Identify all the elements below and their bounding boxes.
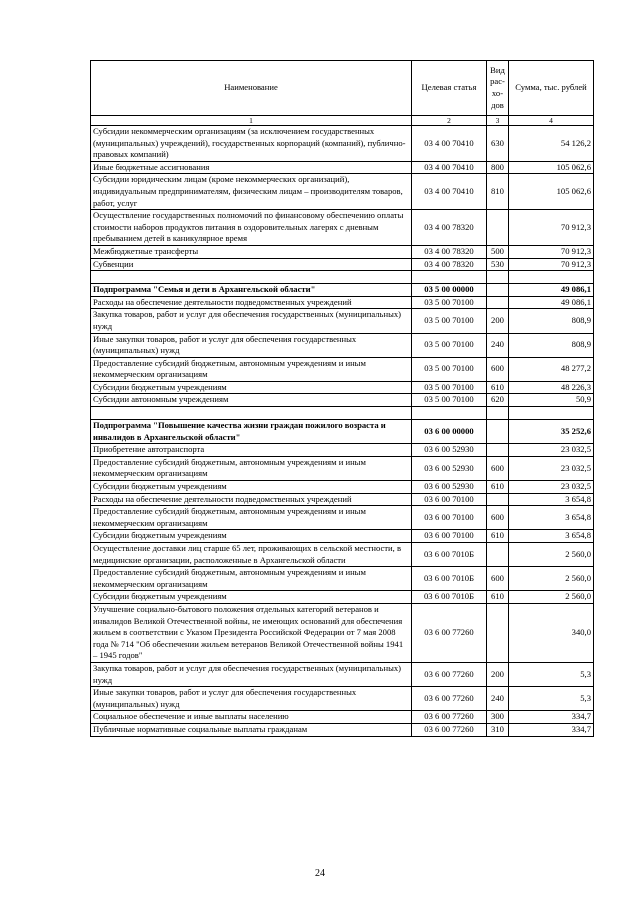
row-code: 03 4 00 78320 (412, 258, 487, 271)
row-name: Предоставление субсидий бюджетным, автономным учреждениям и иным некоммерческим организациям (91, 357, 412, 381)
row-name: Субвенции (91, 258, 412, 271)
row-name: Иные бюджетные ассигнования (91, 161, 412, 174)
row-sum: 3 654,8 (509, 493, 594, 506)
header-code: Целевая статья (412, 61, 487, 116)
row-sum: 50,9 (509, 394, 594, 407)
table-row (91, 357, 594, 381)
table-row (91, 210, 594, 246)
row-code: 03 6 00 77260 (412, 723, 487, 736)
row-code: 03 5 00 70100 (412, 394, 487, 407)
column-number: 1 (91, 116, 412, 126)
table-row (91, 161, 594, 174)
column-number-row (91, 116, 594, 126)
row-name: Приобретение автотранспорта (91, 444, 412, 457)
row-sum: 70 912,3 (509, 245, 594, 258)
row-name: Расходы на обеспечение деятельности подведомственных учреждений (91, 296, 412, 309)
row-vid: 610 (487, 591, 509, 604)
row-vid (487, 603, 509, 662)
row-vid: 240 (487, 687, 509, 711)
column-number: 2 (412, 116, 487, 126)
row-sum: 23 032,5 (509, 444, 594, 457)
table-row (91, 591, 594, 604)
row-name: Субсидии юридическим лицам (кроме некоммерческих организаций), индивидуальным предпринимателям, физическим лицам – производителям товаров, работ, услуг (91, 174, 412, 210)
row-vid (487, 407, 509, 420)
table-row (91, 543, 594, 567)
table-row (91, 456, 594, 480)
row-name (91, 271, 412, 284)
row-code: 03 4 00 78320 (412, 245, 487, 258)
table-row (91, 296, 594, 309)
row-code: 03 4 00 70410 (412, 174, 487, 210)
row-name: Межбюджетные трансферты (91, 245, 412, 258)
row-sum: 808,9 (509, 333, 594, 357)
row-vid (487, 493, 509, 506)
row-sum: 808,9 (509, 309, 594, 333)
table-row (91, 567, 594, 591)
row-name: Субсидии бюджетным учреждениям (91, 530, 412, 543)
row-vid: 600 (487, 357, 509, 381)
row-sum: 48 226,3 (509, 381, 594, 394)
row-code: 03 6 00 77260 (412, 687, 487, 711)
row-code: 03 4 00 70410 (412, 161, 487, 174)
row-name: Публичные нормативные социальные выплаты гражданам (91, 723, 412, 736)
row-name: Предоставление субсидий бюджетным, автономным учреждениям и иным некоммерческим организациям (91, 456, 412, 480)
row-name: Субсидии бюджетным учреждениям (91, 481, 412, 494)
row-code: 03 5 00 70100 (412, 357, 487, 381)
row-sum (509, 271, 594, 284)
row-code: 03 6 00 7010Б (412, 591, 487, 604)
column-number: 4 (509, 116, 594, 126)
page-number: 24 (315, 868, 325, 879)
row-code: 03 6 00 70100 (412, 506, 487, 530)
row-vid (487, 284, 509, 297)
row-name: Предоставление субсидий бюджетным, автономным учреждениям и иным некоммерческим организациям (91, 506, 412, 530)
row-sum: 35 252,6 (509, 420, 594, 444)
row-vid: 530 (487, 258, 509, 271)
row-code: 03 6 00 77260 (412, 711, 487, 724)
budget-table (90, 60, 594, 737)
row-name: Субсидии бюджетным учреждениям (91, 381, 412, 394)
header-name: Наименование (91, 61, 412, 116)
row-code: 03 5 00 70100 (412, 381, 487, 394)
table-body (91, 126, 594, 737)
row-name (91, 407, 412, 420)
table-row (91, 284, 594, 297)
row-code: 03 6 00 77260 (412, 603, 487, 662)
row-vid (487, 271, 509, 284)
row-name: Подпрограмма "Повышение качества жизни граждан пожилого возраста и инвалидов в Архангельской области" (91, 420, 412, 444)
row-name: Закупка товаров, работ и услуг для обеспечения государственных (муниципальных) нужд (91, 662, 412, 686)
row-code (412, 407, 487, 420)
table-row (91, 711, 594, 724)
table-row (91, 687, 594, 711)
row-sum: 2 560,0 (509, 543, 594, 567)
row-sum: 3 654,8 (509, 530, 594, 543)
row-vid (487, 543, 509, 567)
table-row (91, 333, 594, 357)
row-sum: 2 560,0 (509, 591, 594, 604)
row-vid: 300 (487, 711, 509, 724)
row-vid: 800 (487, 161, 509, 174)
row-sum: 2 560,0 (509, 567, 594, 591)
row-code: 03 6 00 52930 (412, 444, 487, 457)
row-code: 03 5 00 70100 (412, 333, 487, 357)
table-row (91, 258, 594, 271)
table-row (91, 481, 594, 494)
table-row (91, 394, 594, 407)
row-sum: 340,0 (509, 603, 594, 662)
row-vid: 600 (487, 456, 509, 480)
row-code: 03 5 00 70100 (412, 309, 487, 333)
row-name: Закупка товаров, работ и услуг для обеспечения государственных (муниципальных) нужд (91, 309, 412, 333)
table-row (91, 444, 594, 457)
row-vid (487, 444, 509, 457)
row-name: Расходы на обеспечение деятельности подведомственных учреждений (91, 493, 412, 506)
row-vid: 810 (487, 174, 509, 210)
table-row (91, 407, 594, 420)
table-row (91, 493, 594, 506)
row-vid (487, 296, 509, 309)
row-sum: 70 912,3 (509, 210, 594, 246)
row-code: 03 5 00 00000 (412, 284, 487, 297)
row-sum: 105 062,6 (509, 174, 594, 210)
row-vid: 240 (487, 333, 509, 357)
table-row (91, 174, 594, 210)
row-vid: 610 (487, 530, 509, 543)
row-vid (487, 420, 509, 444)
row-code: 03 6 00 70100 (412, 530, 487, 543)
row-sum: 334,7 (509, 711, 594, 724)
row-sum: 5,3 (509, 662, 594, 686)
row-vid (487, 210, 509, 246)
row-name: Улучшение социально-бытового положения отдельных категорий ветеранов и инвалидов Великой Отечественной войны, не имеющих оснований для обеспечения жильем в соответствии с Указом Президента Российской Федерации от 7 мая 2008 года № 714 "Об обеспечении жильем ветеранов Великой Отечественной войны 1941 – 1945 годов" (91, 603, 412, 662)
header-vid: Вид рас-хо-дов (487, 61, 509, 116)
row-sum: 54 126,2 (509, 126, 594, 162)
row-name: Подпрограмма "Семья и дети в Архангельской области" (91, 284, 412, 297)
row-code: 03 6 00 52930 (412, 456, 487, 480)
row-name: Иные закупки товаров, работ и услуг для обеспечения государственных (муниципальных) нужд (91, 333, 412, 357)
row-code: 03 6 00 7010Б (412, 543, 487, 567)
row-name: Предоставление субсидий бюджетным, автономным учреждениям и иным некоммерческим организациям (91, 567, 412, 591)
row-vid: 200 (487, 309, 509, 333)
row-code: 03 6 00 70100 (412, 493, 487, 506)
row-name: Иные закупки товаров, работ и услуг для обеспечения государственных (муниципальных) нужд (91, 687, 412, 711)
table-row (91, 530, 594, 543)
row-sum: 70 912,3 (509, 258, 594, 271)
table-row (91, 126, 594, 162)
row-vid: 500 (487, 245, 509, 258)
row-sum: 23 032,5 (509, 481, 594, 494)
row-vid: 200 (487, 662, 509, 686)
row-sum: 105 062,6 (509, 161, 594, 174)
row-sum: 48 277,2 (509, 357, 594, 381)
row-name: Субсидии автономным учреждениям (91, 394, 412, 407)
row-code: 03 4 00 78320 (412, 210, 487, 246)
row-sum: 49 086,1 (509, 284, 594, 297)
row-name: Социальное обеспечение и иные выплаты населению (91, 711, 412, 724)
row-code: 03 6 00 7010Б (412, 567, 487, 591)
row-code (412, 271, 487, 284)
row-vid: 600 (487, 567, 509, 591)
table-row (91, 506, 594, 530)
table-row (91, 603, 594, 662)
table-row (91, 245, 594, 258)
row-sum: 5,3 (509, 687, 594, 711)
row-sum: 3 654,8 (509, 506, 594, 530)
row-sum: 23 032,5 (509, 456, 594, 480)
row-sum: 49 086,1 (509, 296, 594, 309)
table-row (91, 662, 594, 686)
row-vid: 620 (487, 394, 509, 407)
row-code: 03 4 00 70410 (412, 126, 487, 162)
row-name: Субсидии бюджетным учреждениям (91, 591, 412, 604)
row-vid: 610 (487, 481, 509, 494)
table-row (91, 381, 594, 394)
row-name: Субсидии некоммерческим организациям (за исключением государственных (муниципальных) учреждений), государственных корпораций (компаний), публично-правовых компаний) (91, 126, 412, 162)
row-sum (509, 407, 594, 420)
row-code: 03 6 00 00000 (412, 420, 487, 444)
row-name: Осуществление государственных полномочий по финансовому обеспечению оплаты стоимости наборов продуктов питания в оздоровительных лагерях с дневным пребыванием детей в каникулярное время (91, 210, 412, 246)
row-vid: 630 (487, 126, 509, 162)
row-vid: 610 (487, 381, 509, 394)
column-number: 3 (487, 116, 509, 126)
row-code: 03 5 00 70100 (412, 296, 487, 309)
table-row (91, 271, 594, 284)
table-row (91, 420, 594, 444)
row-sum: 334,7 (509, 723, 594, 736)
header-sum: Сумма, тыс. рублей (509, 61, 594, 116)
table-header-row (91, 61, 594, 116)
row-code: 03 6 00 77260 (412, 662, 487, 686)
table-row (91, 309, 594, 333)
row-code: 03 6 00 52930 (412, 481, 487, 494)
row-vid: 310 (487, 723, 509, 736)
row-name: Осуществление доставки лиц старше 65 лет, проживающих в сельской местности, в медицинские организации, расположенные в Архангельской области (91, 543, 412, 567)
row-vid: 600 (487, 506, 509, 530)
table-row (91, 723, 594, 736)
